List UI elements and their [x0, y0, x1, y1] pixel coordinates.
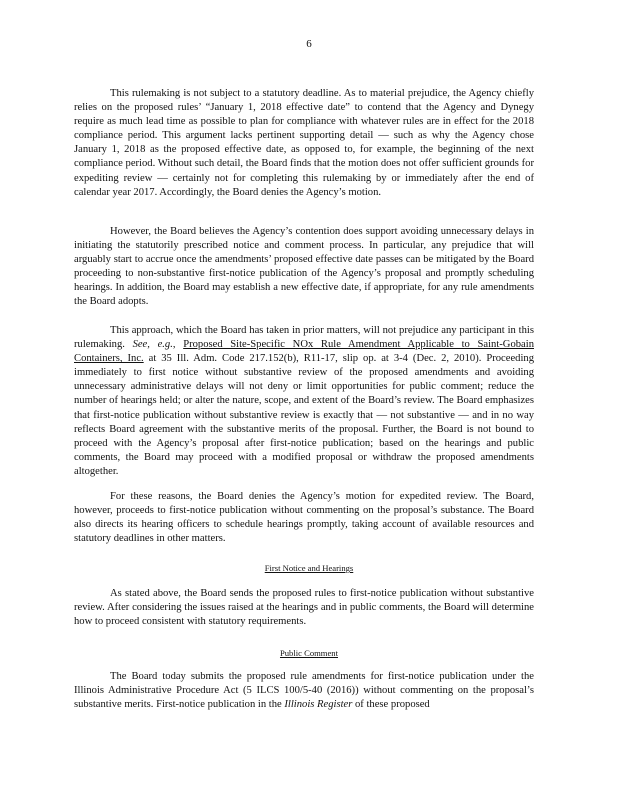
paragraph-public-comment: [74, 670, 534, 712]
illinois-register: Illinois Register: [284, 699, 353, 711]
case-citation: Proposed Site-Specific NOx Rule Amendment Applicable to Saint-Gobain Containers, Inc.: [74, 339, 534, 365]
p6-text-a: The Board today submits the proposed rule amendments for first-notice publication under the Illinois Administrative Procedure Act (5 ILCS 100/5-40 (2016)) without commenting on the proposal’s substantive merits. First-notice publication in the: [74, 671, 534, 711]
heading-public-comment-text: Public Comment: [279, 648, 338, 658]
p3-text-b: ,: [172, 339, 184, 351]
paragraph-approach: [74, 324, 534, 479]
heading-first-notice-text: First Notice and Hearings: [264, 563, 354, 573]
p3-text-c: at 35 Ill. Adm. Code 217.152(b), R11-17, slip op. at 3-4 (Dec. 2, 2010). Proceeding immediately to first notice without substantive review of the proposed amendments and avoiding unnecessary administrative delays will not deny or limit opportunities for public comment; reduce the number of hearings held; or alter the nature, scope, and extent of the Board’s review. The Board emphasizes that first-notice publication without substantive review is exactly that — not substantive — and in no way reflects Board agreement with the substantive merits of the proposal. Further, the Board is not bound to proceed with the Agency’s proposal after first-notice publication; based on the hearings and public comments, the Board may proceed with a modified proposal or withdraw the proposed amendments altogether.: [74, 353, 534, 477]
p3-text-a: This approach, which the Board has taken in prior matters, will not prejudice any participant in this rulemaking.: [74, 325, 534, 351]
see-signal: See, e.g.: [132, 339, 173, 351]
paragraph-avoid-delays: However, the Board believes the Agency’s contention does support avoiding unnecessary delays in initiating the statutorily prescribed notice and comment process. In particular, any prejudice that will arguably start to accrue once the amendments’ proposed effective date passes can be mitigated by the Board proceeding to non-substantive first-notice publication of the Agency’s proposal and promptly scheduling hearings. In addition, the Board may establish a new effective date, if appropriate, for any rule amendments the Board adopts.: [74, 226, 534, 308]
paragraph-conclusion: For these reasons, the Board denies the Agency’s motion for expedited review. The Board, however, proceeds to first-notice publication without commenting on the proposal’s substance. The Board also directs its hearing officers to schedule hearings promptly, taking account of available resources and statutory deadlines in other matters.: [74, 491, 534, 545]
page-number: 6: [306, 38, 312, 50]
paragraph-first-notice: As stated above, the Board sends the proposed rules to first-notice publication without substantive review. After considering the issues raised at the hearings and in public comments, the Board will determine how to proceed consistent with statutory requirements.: [74, 588, 534, 628]
section-heading-first-notice: [0, 561, 618, 575]
p6-text-b: of these proposed: [352, 699, 430, 711]
paragraph-expedited-review-denial: This rulemaking is not subject to a statutory deadline. As to material prejudice, the Agency chiefly relies on the proposed rules’ “January 1, 2018 effective date” to contend that the Agency and Dynegy require as much lead time as possible to plan for compliance with whatever rules are in effect for the 2018 compliance period. This argument lacks pertinent supporting detail — such as why the Agency chose January 1, 2018 as the proposed effective date, as opposed to, for example, the beginning of the next compliance period. Without such detail, the Board finds that the motion does not offer sufficient grounds for expediting review — certainly not for completing this rulemaking by or immediately after the end of calendar year 2017. Accordingly, the Board denies the Agency’s motion.: [74, 88, 534, 198]
section-heading-public-comment: [0, 646, 618, 660]
